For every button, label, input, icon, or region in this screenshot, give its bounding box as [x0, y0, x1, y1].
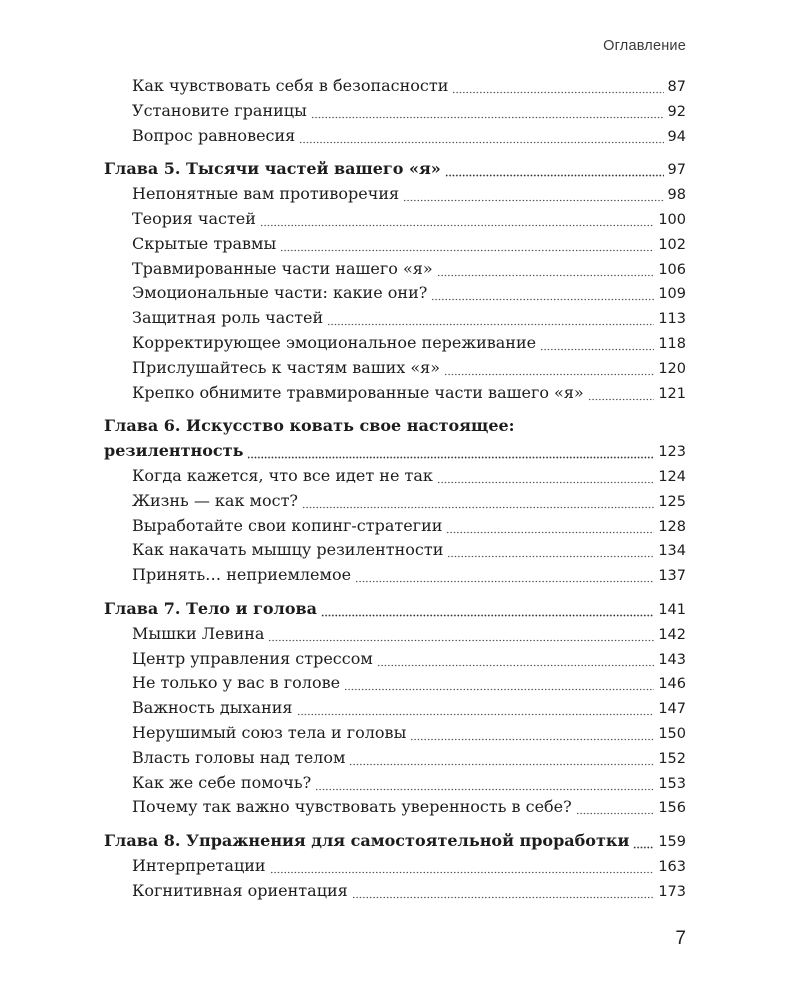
- dot-leader: [446, 514, 654, 539]
- dot-leader: [302, 489, 654, 514]
- section-title: Власть головы над телом: [132, 747, 346, 767]
- chapter-title: резилентность: [104, 441, 244, 461]
- section-title: Не только у вас в голове: [132, 673, 341, 693]
- toc-section-entry: [104, 879, 686, 904]
- dot-leader: [633, 829, 654, 854]
- section-title: Защитная роль частей: [132, 308, 324, 328]
- page-ref: 94: [667, 128, 686, 145]
- dot-leader: [410, 721, 654, 746]
- dot-leader: [437, 257, 655, 282]
- toc-section-entry: [104, 538, 686, 563]
- toc-section-entry: [104, 257, 686, 282]
- section-title: Жизнь — как мост?: [132, 490, 299, 510]
- chapter-title: Глава 7. Тело и голова: [104, 598, 317, 618]
- section-title: Прислушайтесь к частям ваших «я»: [132, 357, 441, 377]
- toc-chapter-entry: [104, 157, 686, 182]
- toc-section-entry: [104, 232, 686, 257]
- toc-section-entry: [104, 182, 686, 207]
- section-title: Нерушимый союз тела и головы: [132, 722, 407, 742]
- page-ref: 123: [658, 444, 686, 461]
- section-title: Теория частей: [132, 208, 256, 228]
- dot-leader: [444, 356, 654, 381]
- toc-section-entry: [104, 306, 686, 331]
- chapter-title: Глава 6. Искусство ковать свое настоящее:: [104, 416, 515, 436]
- dot-leader: [352, 879, 655, 904]
- page-ref: 142: [658, 626, 686, 643]
- section-title: Интерпретации: [132, 855, 266, 875]
- page-ref: 97: [667, 162, 686, 179]
- section-title: Выработайте свои копинг-стратегии: [132, 515, 443, 535]
- page-ref: 102: [658, 236, 686, 253]
- toc-section-entry: [104, 281, 686, 306]
- page-ref: 137: [658, 568, 686, 585]
- dot-leader: [452, 74, 663, 99]
- page-ref: 128: [658, 518, 686, 535]
- toc-chapter-entry: [104, 439, 686, 464]
- toc-section-entry: [104, 207, 686, 232]
- table-of-contents: [104, 74, 686, 904]
- toc-section-entry: [104, 74, 686, 99]
- page-ref: 120: [658, 360, 686, 377]
- chapter-title: Глава 8. Упражнения для самостоятельной проработки: [104, 831, 630, 851]
- section-title: Принять… неприемлемое: [132, 565, 352, 585]
- section-title: Скрытые травмы: [132, 233, 277, 253]
- toc-section-entry: [104, 563, 686, 588]
- dot-leader: [280, 232, 654, 257]
- page-ref: 118: [658, 335, 686, 352]
- toc-section-entry: [104, 356, 686, 381]
- toc-section-entry: [104, 124, 686, 149]
- toc-section-entry: [104, 514, 686, 539]
- dot-leader: [445, 157, 664, 182]
- dot-leader: [437, 464, 654, 489]
- dot-leader: [431, 281, 654, 306]
- dot-leader: [447, 538, 654, 563]
- page-ref: 156: [658, 800, 686, 817]
- page-number: 7: [675, 928, 686, 949]
- toc-section-entry: [104, 464, 686, 489]
- dot-leader: [321, 597, 654, 622]
- section-title: Установите границы: [132, 100, 307, 120]
- dot-leader: [327, 306, 654, 331]
- toc-section-entry: [104, 696, 686, 721]
- page-ref: 125: [658, 493, 686, 510]
- section-title: Вопрос равновесия: [132, 125, 296, 145]
- page-ref: 159: [658, 834, 686, 851]
- toc-section-entry: [104, 489, 686, 514]
- dot-leader: [403, 182, 663, 207]
- dot-leader: [260, 207, 654, 232]
- section-title: Когда кажется, что все идет не так: [132, 465, 433, 485]
- section-title: Когнитивная ориентация: [132, 880, 348, 900]
- page-ref: 113: [658, 311, 686, 328]
- page-ref: 106: [658, 261, 686, 278]
- dot-leader: [299, 124, 663, 149]
- section-title: Как накачать мышцу резилентности: [132, 540, 444, 560]
- dot-leader: [588, 381, 655, 406]
- section-title: Важность дыхания: [132, 698, 293, 718]
- section-title: Корректирующее эмоциональное переживание: [132, 332, 537, 352]
- page-ref: 98: [667, 187, 686, 204]
- section-title: Непонятные вам противоречия: [132, 184, 400, 204]
- dot-leader: [270, 854, 655, 879]
- page-ref: 143: [658, 651, 686, 668]
- toc-section-entry: [104, 746, 686, 771]
- dot-leader: [268, 622, 654, 647]
- dot-leader: [377, 647, 655, 672]
- page-ref: 173: [658, 883, 686, 900]
- page-ref: 134: [658, 543, 686, 560]
- section-title: Как чувствовать себя в безопасности: [132, 76, 449, 95]
- page-ref: 152: [658, 750, 686, 767]
- toc-chapter-entry: [104, 829, 686, 854]
- page-ref: 124: [658, 468, 686, 485]
- toc-section-entry: [104, 671, 686, 696]
- toc-section-entry: [104, 331, 686, 356]
- page-ref: 146: [658, 676, 686, 693]
- section-title: Травмированные части нашего «я»: [132, 258, 433, 278]
- toc-section-entry: [104, 721, 686, 746]
- page-ref: 100: [658, 211, 686, 228]
- section-title: Почему так важно чувствовать уверенность в себе?: [132, 797, 572, 817]
- toc-section-entry: [104, 854, 686, 879]
- page-ref: 87: [667, 79, 686, 95]
- toc-section-entry: [104, 771, 686, 796]
- page-ref: 150: [658, 725, 686, 742]
- page-ref: 163: [658, 858, 686, 875]
- page-ref: 121: [658, 385, 686, 402]
- dot-leader: [349, 746, 654, 771]
- dot-leader: [315, 771, 654, 796]
- page-ref: 147: [658, 701, 686, 718]
- running-head: Оглавление: [603, 38, 686, 54]
- dot-leader: [311, 99, 664, 124]
- toc-section-entry: [104, 381, 686, 406]
- dot-leader: [540, 331, 654, 356]
- section-title: Мышки Левина: [132, 623, 265, 643]
- dot-leader: [344, 671, 654, 696]
- toc-section-entry: [104, 622, 686, 647]
- page-ref: 92: [667, 103, 686, 120]
- dot-leader: [247, 439, 654, 464]
- toc-chapter-entry: [104, 597, 686, 622]
- dot-leader: [576, 795, 655, 820]
- section-title: Центр управления стрессом: [132, 648, 373, 668]
- page-ref: 109: [658, 286, 686, 303]
- section-title: Крепко обнимите травмированные части вашего «я»: [132, 382, 584, 402]
- section-title: Эмоциональные части: какие они?: [132, 283, 428, 303]
- section-title: Как же себе помочь?: [132, 772, 312, 792]
- toc-section-entry: [104, 647, 686, 672]
- chapter-title: Глава 5. Тысячи частей вашего «я»: [104, 159, 441, 179]
- toc-section-entry: [104, 795, 686, 820]
- toc-section-entry: [104, 99, 686, 124]
- dot-leader: [297, 696, 655, 721]
- dot-leader: [355, 563, 654, 588]
- page-ref: 141: [658, 601, 686, 618]
- page-ref: 153: [658, 775, 686, 792]
